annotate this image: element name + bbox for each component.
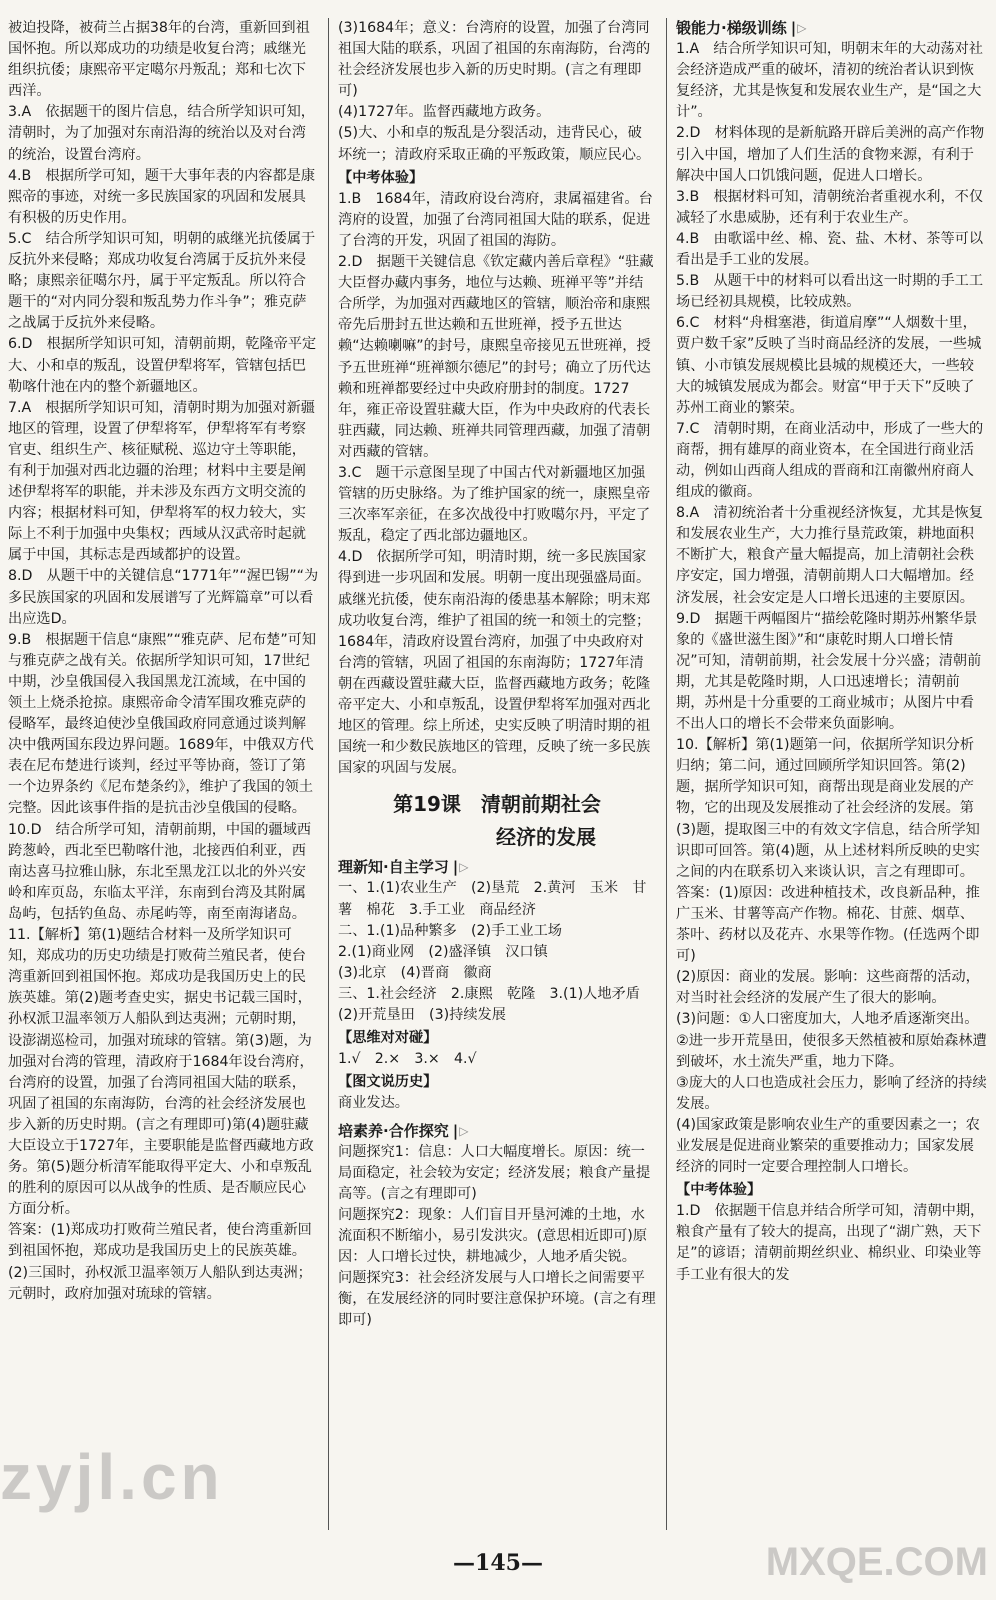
answer-paragraph: 10.【解析】第(1)题第一问，依据所学知识分析归纳；第二问，通过回顾所学知识回答。第(2)题，据所学知识可知，商帮出现是商业发展的产物，它的出现及发展推动了社会经济的发展。第(3)题，提取图三中的有效文字信息，结合所学知识即可回答。第(4)题，从上述材料所反映的史实之间的内在联系切入来谈认识，言之有理即可。 <box>676 737 980 880</box>
answer-paragraph: 8.A 清初统治者十分重视经济恢复，尤其是恢复和发展农业生产，大力推行垦荒政策，耕地面积不断扩大，粮食产量大幅提高，加上清朝社会秩序安定，国力增强，清朝前期人口大幅增加。经济发展，社会安定是人口增长迅速的主要原因。 <box>676 505 983 606</box>
answer-paragraph: 4.B 由歌谣中丝、棉、瓷、盐、木材、茶等可以看出是手工业的发展。 <box>676 230 984 269</box>
answer-paragraph: 9.B 根据题干信息“康熙”“雅克萨、尼布楚”可知与雅克萨之战有关。依据所学知识可知，17世纪中期，沙皇俄国侵入我国黑龙江流域，在中国的领土上烧杀抢掠。康熙帝命令清军围攻雅克萨的侵略军，最终迫使沙皇俄国政府同意通过谈判解决中俄两国东段边界问题。1689年，中俄双方代表在尼布楚进行谈判，经过平等协商，签订了第一个边界条约《尼布楚条约》，维护了我国的领土完整。因此该事件指的是抗击沙皇俄国的侵略。 <box>8 631 317 817</box>
arrow-icon: ▷ <box>459 1123 469 1138</box>
answer-paragraph: 问题探究1：信息：人口大幅度增长。原因：统一局面稳定，社会较为安定；经济发展；粮食产量提高等。(言之有理即可) <box>338 1143 651 1202</box>
siwei-heading: 【思维对对碰】 <box>338 1030 438 1047</box>
answer-paragraph: 6.D 根据所学知识可知，清朝前期，乾隆帝平定大、小和卓的叛乱，设置伊犁将军，管辖包括巴勒喀什池在内的整个新疆地区。 <box>8 336 317 395</box>
answer-paragraph: 问题探究3：社会经济发展与人口增长之间需要平衡，在发展经济的同时要注意保护环境。(言之有理即可) <box>338 1270 656 1329</box>
answer-paragraph: 被迫投降，被荷兰占据38年的台湾，重新回到祖国怀抱。所以郑成功的功绩是收复台湾；戚继光组织抗倭；康熙帝平定噶尔丹叛乱；郑和七次下西洋。 <box>8 20 310 100</box>
bar-icon: | <box>790 19 796 37</box>
watermark-left: zyjl.cn <box>0 1441 224 1513</box>
column-right <box>676 18 988 1530</box>
answer-paragraph: 10.D 结合所学可知，清朝前期，中国的疆域西跨葱岭，西北至巴勒喀什池，北接西伯利亚，西南达喜马拉雅山脉，东北至黑龙江以北的外兴安岭和库页岛，东临太平洋，东南到台湾及其附属岛屿，包括钓鱼岛、赤尾屿等，南至南海诸岛。 <box>8 821 312 922</box>
answer-paragraph: 6.C 材料“舟楫塞港，街道肩摩”“人烟数十里，贾户数千家”反映了当时商品经济的发展，一些城镇、小市镇发展规模比县城的规模还大，一些较大的城镇发展成为都会。财富“甲于天下”反映了苏州工商业的繁荣。 <box>676 315 982 416</box>
answer-paragraph: 问题探究2：现象：人们盲目开垦河滩的土地，水流面积不断缩小，易引发洪灾。(意思相近即可)原因：人口增长过快，耕地减少，人地矛盾尖锐。 <box>338 1206 648 1266</box>
answer-paragraph: ③庞大的人口也造成社会压力，影响了经济的持续发展。 <box>676 1074 987 1112</box>
answer-paragraph: 一、1.(1)农业生产 (2)垦荒 2.黄河 玉米 甘薯 棉花 3.手工业 商品经济 <box>338 880 647 918</box>
answer-paragraph: 1.B 1684年，清政府设台湾府，隶属福建省。台湾府的设置，加强了台湾同祖国大陆的联系，促进了台湾的开发，巩固了祖国的海防。 <box>338 190 653 249</box>
tuwen-answer: 商业发达。 <box>338 1095 409 1112</box>
column-divider <box>666 18 667 1530</box>
answer-paragraph: 二、1.(1)品种繁多 (2)手工业工场 <box>338 922 562 939</box>
answer-paragraph: 2.D 据题干关键信息《钦定藏内善后章程》“驻藏大臣督办藏内事务，地位与达赖、班禅平等”并结合所学，为加强对西藏地区的管辖，顺治帝和康熙帝先后册封五世达赖和五世班禅，授予五世达赖“达赖喇嘛”的封号，康熙皇帝接见五世班禅，授予五世班禅“班禅额尔德尼”的封号；确立了历代达赖和班禅都要经过中央政府册封的制度。1727年，雍正帝设置驻藏大臣，作为中央政府的代表长驻西藏，同达赖、班禅共同管理西藏，加强了清朝对西藏的管辖。 <box>338 254 654 460</box>
answer-paragraph: 2.D 材料体现的是新航路开辟后美洲的高产作物引入中国，增加了人们生活的食物来源，有利于解决中国人口饥饿问题，促进人口增长。 <box>676 125 985 184</box>
answer-paragraph: (2)三国时，孙权派卫温率领万人船队到达夷洲；元朝时，政府加强对琉球的管辖。 <box>8 1264 312 1302</box>
answer-paragraph: 11.【解析】第(1)题结合材料一及所学知识可知，郑成功的历史功绩是打败荷兰殖民者，使台湾重新回到祖国怀抱。郑成功是我国历史上的民族英雄。第(2)题考查史实，据史书记载三国时，孙权派卫温率领万人船队到达夷洲；元朝时期，设澎湖巡检司，加强对琉球的管辖。第(3)题，为加强对台湾的管理，清政府于1684年设台湾府，台湾府的设置，加强了台湾同祖国大陆的联系，巩固了祖国的东南海防，台湾的社会经济发展也步入新的历史时期。(言之有理即可)第(4)题驻藏大臣设立于1727年，主要职能是监督西藏地方政务。第(5)题分析清军能取得平定大、小和卓叛乱的胜利的原因可以从战争的性质、是否顺应民心方面分析。 <box>8 927 314 1218</box>
answer-paragraph: 4.D 依据所学可知，明清时期，统一多民族国家得到进一步巩固和发展。明朝一度出现强盛局面。戚继光抗倭，使东南沿海的倭患基本解除；明末郑成功收复台湾，维护了祖国的统一和领土的完整；1684年，清政府设置台湾府，加强了中央政府对台湾的管辖，巩固了祖国的东南海防；1727年清朝在西藏设置驻藏大臣，监督西藏地方政务；乾隆帝平定大、小和卓叛乱，设置伊犁将军加强对西北地区的管理。综上所述，史实反映了明清时期的祖国统一和少数民族地区的管理，反映了统一多民族国家的巩固与发展。 <box>338 549 651 777</box>
lesson-title: 第19课 清朝前期社会 <box>393 792 601 817</box>
answer-paragraph: 3.C 题干示意图呈现了中国古代对新疆地区加强管辖的历史脉络。为了维护国家的统一，康熙皇帝三次率军亲征，在多次战役中打败噶尔丹，平定了叛乱，稳定了西北部边疆地区。 <box>338 464 651 545</box>
arrow-icon: ▷ <box>797 21 807 35</box>
section-label: 理新知·自主学习 <box>338 858 449 877</box>
answer-paragraph: 5.B 从题干中的材料可以看出这一时期的手工工场已经初具规模，比较成熟。 <box>676 273 984 311</box>
siwei-answers: 1.√ 2.× 3.× 4.√ <box>338 1051 477 1068</box>
answer-paragraph: (5)大、小和卓的叛乱是分裂活动，违背民心，破坏统一；清政府采取正确的平叛政策，顺应民心。 <box>338 125 651 163</box>
answer-paragraph: 答案：(1)郑成功打败荷兰殖民者，使台湾重新回到祖国怀抱，郑成功是我国历史上的民族英雄。 <box>8 1222 312 1260</box>
answer-paragraph: ②进一步开荒垦田，使很多天然植被和原始森林遭到破坏，水土流失严重，地力下降。 <box>676 1032 987 1070</box>
bar-icon: | <box>452 858 458 877</box>
section-heading-duannengli <box>676 18 988 39</box>
arrow-icon: ▷ <box>459 860 469 875</box>
section-heading-lixinzhi <box>338 857 656 878</box>
answer-paragraph: 1.A 结合所学知识可知，明朝末年的大动荡对社会经济造成严重的破坏，清初的统治者认识到恢复经济，尤其是恢复和发展农业生产，是“国之大计”。 <box>676 41 983 121</box>
answer-paragraph: (4)国家政策是影响农业生产的重要因素之一；农业发展是促进商业繁荣的重要推动力；国家发展经济的同时一定要合理控制人口增长。 <box>676 1116 980 1176</box>
answer-paragraph: 4.B 根据所学可知，题干大事年表的内容都是康熙帝的事迹，对统一多民族国家的巩固和发展具有积极的历史作用。 <box>8 167 316 226</box>
lesson-title-line2: 经济的发展 <box>496 825 596 850</box>
section-label: 培素养·合作探究 <box>338 1121 449 1140</box>
answer-paragraph: 2.(1)商业网 (2)盛泽镇 汉口镇 <box>338 943 548 960</box>
watermark-right: MXQE.COM <box>765 1540 988 1584</box>
answer-paragraph: 5.C 结合所学知识可知，明朝的戚继光抗倭属于反抗外来侵略；郑成功收复台湾属于反抗外来侵略；康熙亲征噶尔丹，属于平定叛乱。所以符合题干的“对内同分裂和叛乱势力作斗争”；雅克萨之战属于反抗外来侵略。 <box>8 230 316 332</box>
column-left <box>8 18 320 1530</box>
answer-paragraph: 三、1.社会经济 2.康熙 乾隆 3.(1)人地矛盾 (2)开荒垦田 (3)持续发展 <box>338 985 655 1024</box>
answer-paragraph: 3.B 根据材料可知，清朝统治者重视水利，不仅减轻了水患威胁，还有利于农业生产。 <box>676 188 984 226</box>
answer-paragraph: 7.A 根据所学知识可知，清朝时期为加强对新疆地区的管理，设置了伊犁将军，伊犁将军有考察官吏、组织生产、核征赋税、巡边守土等职能，有利于加强对西北边疆的治理；材料中主要是阐述伊犁将军的职能，并未涉及东西方文明交流的内容；根据材料可知，伊犁将军的权力较大，实际上不利于加强中央集权；西域从汉武帝时起就属于中国，其标志是西域都护的设置。 <box>8 399 315 564</box>
zhongkao-heading: 【中考体验】 <box>676 1182 762 1199</box>
answer-paragraph: 3.A 依据题干的图片信息，结合所学知识可知，清朝时，为了加强对东南沿海的统治以及对台湾的统治，设置台湾府。 <box>8 104 315 163</box>
page-number: —145— <box>453 1550 543 1576</box>
answer-paragraph: 8.D 从题干中的关键信息“1771年”“渥巴锡”“为多民族国家的巩固和发展谱写了光辉篇章”可以看出应选D。 <box>8 568 319 627</box>
answer-paragraph: (2)原因：商业的发展。影响：这些商帮的活动，对当时社会经济的发展产生了很大的影响。 <box>676 969 980 1007</box>
answer-paragraph: 7.C 清朝时期，在商业活动中，形成了一些大的商帮，拥有雄厚的商业资本，在全国进行商业活动，例如山西商人组成的晋商和江南徽州府商人组成的徽商。 <box>676 420 984 501</box>
column-middle <box>338 18 656 1530</box>
column-divider <box>328 18 329 1530</box>
section-heading-peisuyang <box>338 1121 656 1142</box>
tuwen-heading: 【图文说历史】 <box>338 1074 438 1091</box>
section-label: 锻能力·梯级训练 <box>676 19 787 37</box>
answer-paragraph: (3)问题：①人口密度加大，人地矛盾逐渐突出。 <box>676 1011 979 1028</box>
answer-paragraph: (3)1684年；意义：台湾府的设置，加强了台湾同祖国大陆的联系，巩固了祖国的东南海防，台湾的社会经济发展也步入新的历史时期。(言之有理即可) <box>338 20 651 100</box>
answer-paragraph: 答案：(1)原因：改进种植技术，改良新品种，推广玉米、甘薯等高产作物。棉花、甘蔗、烟草、茶叶、药材以及花卉、水果等作物。(任选两个即可) <box>676 884 980 965</box>
bar-icon: | <box>452 1121 458 1140</box>
answer-paragraph: 1.D 依据题干信息并结合所学可知，清朝中期，粮食产量有了较大的提高，出现了“湖广熟，天下足”的谚语；清朝前期丝织业、棉织业、印染业等手工业有很大的发 <box>676 1203 985 1283</box>
answer-paragraph: 9.D 据题干两幅图片“描绘乾隆时期苏州繁华景象的《盛世滋生图》”和“康乾时期人口增长情况”可知，清朝前期，社会发展十分兴盛；清朝前期，尤其是乾隆时期，人口迅速增长；清朝前期，苏州是十分重要的工商业城市；从图片中看不出人口的增长不会带来负面影响。 <box>676 610 982 733</box>
answer-paragraph: (4)1727年。监督西藏地方政务。 <box>338 104 551 121</box>
answer-paragraph: (3)北京 (4)晋商 徽商 <box>338 964 492 981</box>
zhongkao-heading: 【中考体验】 <box>338 169 424 186</box>
